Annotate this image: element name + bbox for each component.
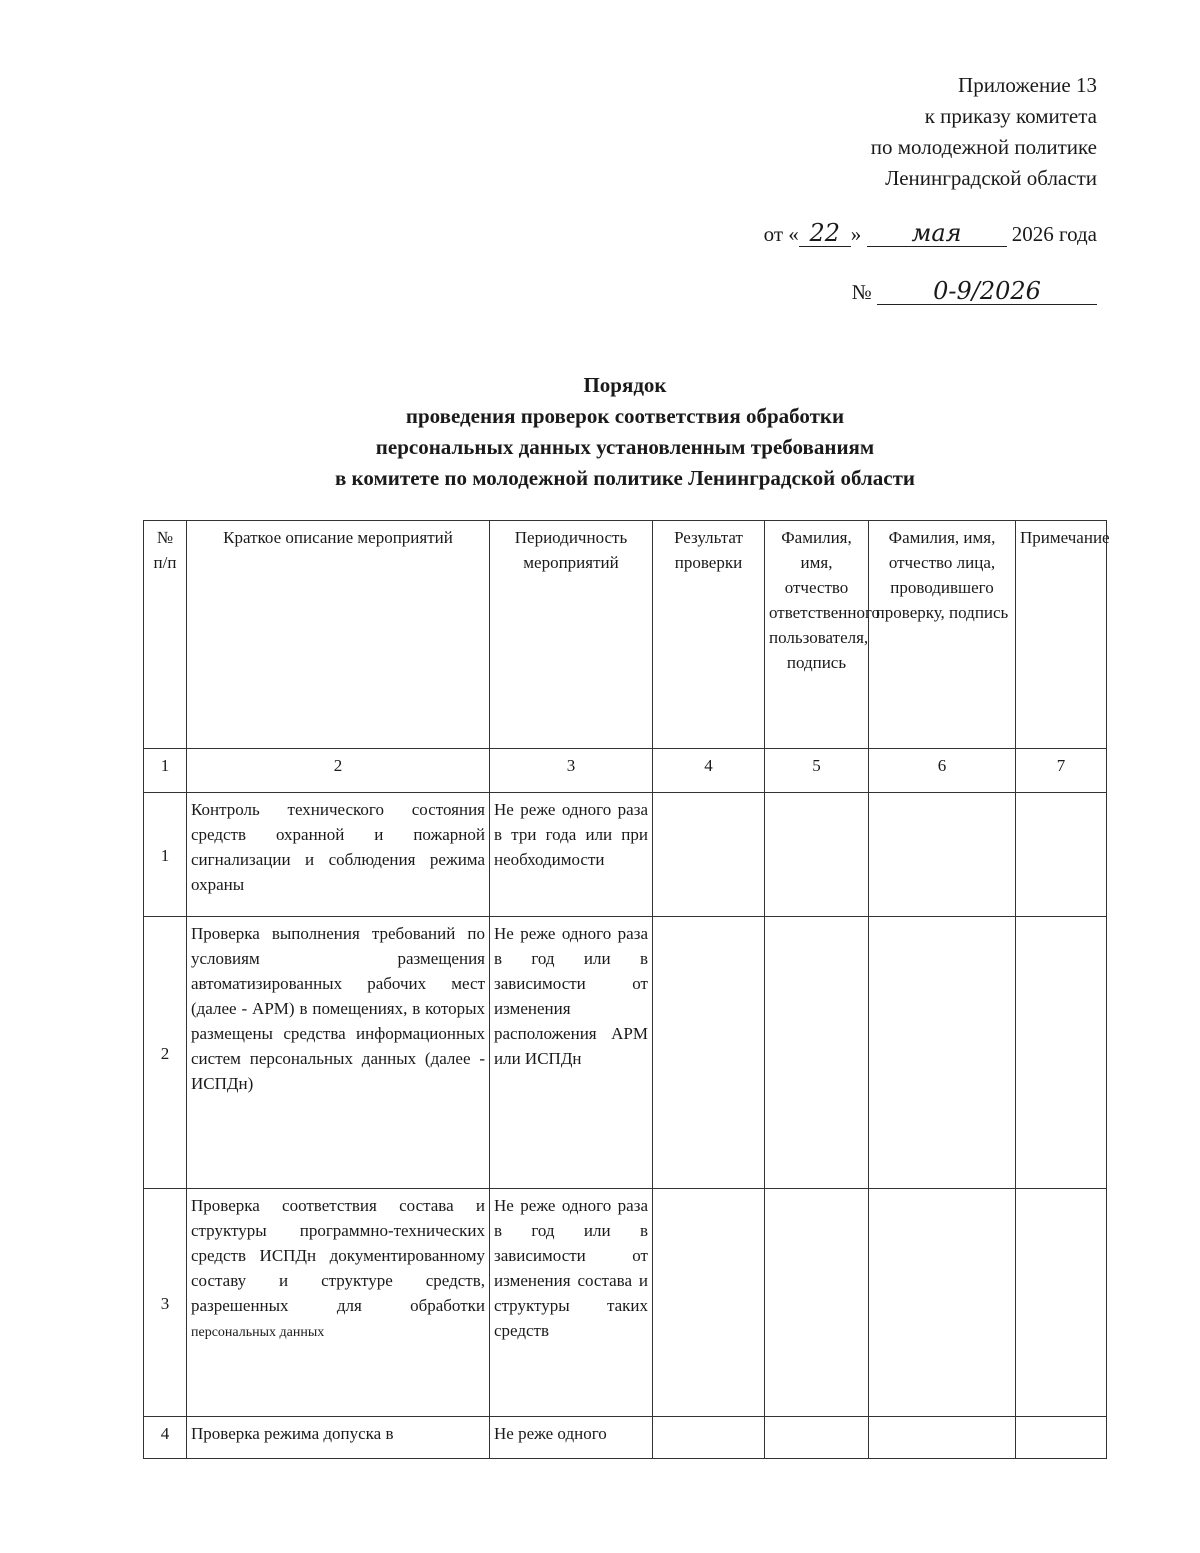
row-period: Не реже одного раза в год или в зависимости от изменения состава и структуры таких средств xyxy=(490,1189,653,1417)
column-number: 4 xyxy=(653,749,765,793)
row-period: Не реже одного раза в год или в зависимости от изменения расположения АРМ или ИСПДн xyxy=(490,917,653,1189)
header-cell-description: Краткое описание мероприятий xyxy=(187,521,490,749)
number-handwritten: 0-9/2026 xyxy=(877,278,1097,305)
row-description: Контроль технического состояния средств охранной и пожарной сигнализации и соблюдения режима охраны xyxy=(187,793,490,917)
row-number: 1 xyxy=(144,793,187,917)
row-note-cell xyxy=(1016,793,1107,917)
table-row xyxy=(144,917,1107,1189)
column-number: 6 xyxy=(869,749,1016,793)
header-cell-period: Периодичность мероприятий xyxy=(490,521,653,749)
table-row xyxy=(144,793,1107,917)
column-number: 5 xyxy=(765,749,869,793)
appendix-line: по молодежной политике xyxy=(870,135,1097,159)
row-responsible-cell xyxy=(765,917,869,1189)
row-inspector-cell xyxy=(869,1189,1016,1417)
row-result-cell xyxy=(653,1417,765,1459)
row-description: Проверка режима допуска в xyxy=(187,1417,490,1459)
order-number xyxy=(852,278,1097,305)
row-note-cell xyxy=(1016,1189,1107,1417)
row-result-cell xyxy=(653,793,765,917)
header-cell-result: Результат проверки xyxy=(653,521,765,749)
header-cell-inspector: Фамилия, имя, отчество лица, проводившего проверку, подпись xyxy=(869,521,1016,749)
date-suffix: 2026 года xyxy=(1011,222,1097,246)
appendix-line: к приказу комитета xyxy=(924,104,1097,128)
column-number: 3 xyxy=(490,749,653,793)
order-date xyxy=(764,220,1097,247)
row-inspector-cell xyxy=(869,1417,1016,1459)
row-inspector-cell xyxy=(869,917,1016,1189)
date-prefix: от « xyxy=(763,222,799,246)
row-responsible-cell xyxy=(765,1417,869,1459)
date-day-handwritten: 22 xyxy=(799,220,851,247)
appendix-line: Приложение 13 xyxy=(958,73,1097,97)
title-line: Порядок xyxy=(583,373,667,397)
row-description-tail: персональных данных xyxy=(191,1325,325,1340)
column-number: 7 xyxy=(1016,749,1107,793)
row-period: Не реже одного раза в три года или при необходимости xyxy=(490,793,653,917)
date-month-handwritten: мая xyxy=(867,220,1007,247)
header-cell-responsible-user: Фамилия, имя, отчество ответственного пользователя, подпись xyxy=(765,521,869,749)
appendix-line: Ленинградской области xyxy=(885,166,1097,190)
number-prefix: № xyxy=(851,280,872,304)
date-mid: » xyxy=(850,222,862,246)
row-number: 2 xyxy=(144,917,187,1189)
appendix-header xyxy=(871,70,1097,194)
column-number: 2 xyxy=(187,749,490,793)
header-cell-number: № п/п xyxy=(144,521,187,749)
row-note-cell xyxy=(1016,917,1107,1189)
row-note-cell xyxy=(1016,1417,1107,1459)
row-inspector-cell xyxy=(869,793,1016,917)
document-title xyxy=(0,370,1200,494)
row-responsible-cell xyxy=(765,793,869,917)
row-period: Не реже одного xyxy=(490,1417,653,1459)
header-cell-note: Примечание xyxy=(1016,521,1107,749)
table-row xyxy=(144,1417,1107,1459)
row-number: 4 xyxy=(144,1417,187,1459)
title-line: проведения проверок соответствия обработки xyxy=(405,404,845,428)
inspection-table xyxy=(143,520,1110,1459)
row-description xyxy=(187,1189,490,1417)
column-number: 1 xyxy=(144,749,187,793)
title-line: персональных данных установленным требованиям xyxy=(375,435,875,459)
table-row xyxy=(144,1189,1107,1417)
row-description-text: Проверка соответствия состава и структуры программно-технических средств ИСПДн документированному составу и структуре средств, разрешенных для обработки xyxy=(191,1196,485,1315)
row-description: Проверка выполнения требований по условиям размещения автоматизированных рабочих мест (далее - АРМ) в помещениях, в которых размещены средства информационных систем персональных данных (далее - ИСПДн) xyxy=(187,917,490,1189)
title-line: в комитете по молодежной политике Ленинградской области xyxy=(334,466,916,490)
row-responsible-cell xyxy=(765,1189,869,1417)
column-number-row xyxy=(144,749,1107,793)
row-result-cell xyxy=(653,1189,765,1417)
table-header-row xyxy=(144,521,1107,749)
row-number: 3 xyxy=(144,1189,187,1417)
row-result-cell xyxy=(653,917,765,1189)
